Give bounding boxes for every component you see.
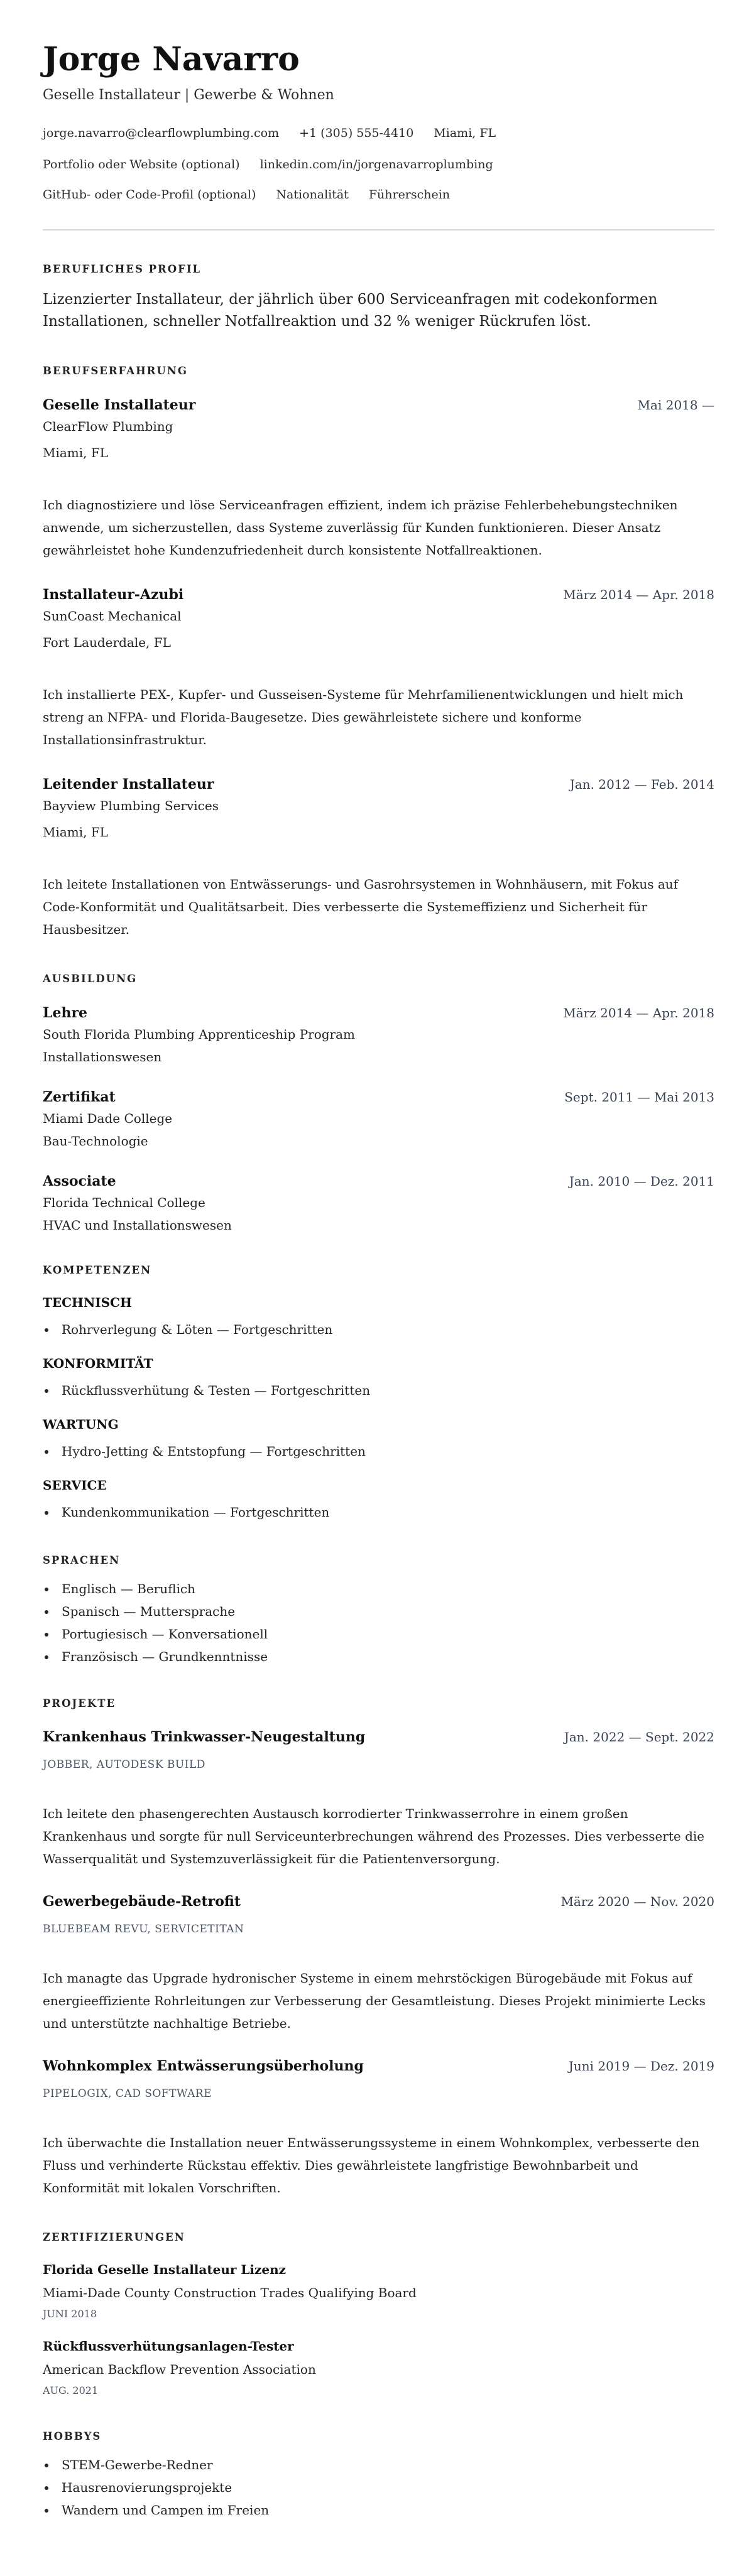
- job-description: Ich installierte PEX-, Kupfer- und Gusseisen-Systeme für Mehrfamilienentwicklungen und hielt mich streng an NFPA- und Florida-Baugesetze. Dies gewährleistete sichere und konforme Installationsinfrastruktur.: [43, 687, 684, 747]
- job-title: Installateur-Azubi: [43, 587, 184, 603]
- section-heading: SPRACHEN: [43, 1554, 121, 1566]
- job-title: Leitender Installateur: [43, 776, 214, 793]
- header-divider: [43, 229, 714, 230]
- section-heading: PROJEKTE: [43, 1697, 116, 1709]
- profile-section: [43, 262, 714, 333]
- drivers-license: Führerschein: [368, 188, 451, 202]
- project-description: Ich überwachte die Installation neuer Entwässerungssysteme in einem Wohnkomplex, verbesserte den Fluss und verhinderte Rückstau effektiv. Dies gewährleistete langfristige Bewohnbarbeit und Konformität mit lokalen Vorschriften.: [43, 2135, 700, 2195]
- project-description: Ich managte das Upgrade hydronischer Systeme in einem mehrstöckigen Bürogebäude mit Fokus auf energieeffiziente Rohrleitungen zur Verbesserung der Gesamtleistung. Dieses Projekt minimierte Lecks und unterstützte nachhaltige Betriebe.: [43, 1971, 706, 2031]
- skill-group-heading: SERVICE: [43, 1478, 107, 1493]
- project-tech: BLUEBEAM REVU, SERVICETITAN: [43, 1923, 244, 1935]
- education-entry: [43, 1088, 714, 1150]
- skill-list: [43, 1380, 714, 1400]
- education-date: Sept. 2011 — Mai 2013: [564, 1090, 714, 1105]
- skill-item: Rohrverlegung & Löten — Fortgeschritten: [43, 1319, 714, 1339]
- field-of-study: HVAC und Installationswesen: [43, 1218, 232, 1233]
- skill-item: Hydro-Jetting & Entstopfung — Fortgeschritten: [43, 1441, 714, 1461]
- skill-item: Kundenkommunikation — Fortgeschritten: [43, 1502, 714, 1522]
- languages-section: [43, 1553, 714, 1668]
- portfolio-link[interactable]: Portfolio oder Website (optional): [43, 158, 240, 171]
- section-heading: BERUFLICHES PROFIL: [43, 263, 202, 275]
- job-description: Ich diagnostiziere und löse Serviceanfragen effizient, indem ich präzise Fehlerbehebungstechniken anwende, um sicherzustellen, dass Systeme zuverlässig für Kunden funktionieren. Dieser Ansatz gewährleistet hohe Kundenzufriedenheit durch konsistente Notfallreaktionen.: [43, 497, 678, 558]
- skill-group-heading: TECHNISCH: [43, 1295, 132, 1310]
- job-entry: [43, 396, 714, 561]
- profile-summary: Lizenzierter Installateur, der jährlich über 600 Serviceanfragen mit codekonformen Installationen, schneller Notfallreaktion und 32 % weniger Rückrufen löst.: [43, 291, 658, 330]
- section-heading: KOMPETENZEN: [43, 1264, 152, 1276]
- education-date: Jan. 2010 — Dez. 2011: [569, 1174, 714, 1189]
- skill-group-heading: KONFORMITÄT: [43, 1356, 153, 1371]
- project-title: Gewerbegebäude-Retrofit: [43, 1893, 241, 1910]
- degree: Associate: [43, 1173, 116, 1189]
- project-entry: [43, 1728, 714, 1870]
- project-title: Krankenhaus Trinkwasser-Neugestaltung: [43, 1729, 366, 1745]
- skills-section: [43, 1263, 714, 1522]
- project-entry: [43, 1892, 714, 2035]
- job-location: Miami, FL: [43, 445, 109, 460]
- language-item: Französisch — Grundkenntnisse: [43, 1645, 714, 1668]
- github-link[interactable]: GitHub- oder Code-Profil (optional): [43, 188, 256, 202]
- language-item: Portugiesisch — Konversationell: [43, 1623, 714, 1645]
- education-entry: [43, 1004, 714, 1066]
- skill-list: [43, 1319, 714, 1339]
- certification-issuer: American Backflow Prevention Association: [43, 2362, 316, 2377]
- hobby-item: Wandern und Campen im Freien: [43, 2499, 714, 2521]
- certification-entry: [43, 2337, 714, 2398]
- education-date: März 2014 — Apr. 2018: [563, 1005, 714, 1020]
- language-list: [43, 1578, 714, 1668]
- project-date: Juni 2019 — Dez. 2019: [568, 2059, 714, 2074]
- section-heading: BERUFSERFAHRUNG: [43, 365, 188, 377]
- candidate-name: Jorge Navarro: [43, 40, 300, 78]
- links-row: [43, 155, 714, 174]
- project-entry: [43, 2057, 714, 2199]
- hobby-item: STEM-Gewerbe-Redner: [43, 2454, 714, 2476]
- project-title: Wohnkomplex Entwässerungsüberholung: [43, 2058, 364, 2074]
- job-company: ClearFlow Plumbing: [43, 419, 173, 434]
- job-location: Miami, FL: [43, 825, 109, 840]
- skill-item: Rückflussverhütung & Testen — Fortgeschritten: [43, 1380, 714, 1400]
- field-of-study: Installationswesen: [43, 1049, 162, 1064]
- school: Miami Dade College: [43, 1111, 173, 1126]
- resume-header: [43, 41, 714, 204]
- skill-list: [43, 1502, 714, 1522]
- job-title: Geselle Installateur: [43, 397, 196, 413]
- school: Florida Technical College: [43, 1195, 205, 1210]
- job-date: März 2014 — Apr. 2018: [563, 587, 714, 602]
- extra-info-row: [43, 185, 714, 204]
- skill-list: [43, 1441, 714, 1461]
- job-company: Bayview Plumbing Services: [43, 798, 219, 813]
- project-tech: PIPELOGIX, CAD SOFTWARE: [43, 2087, 212, 2100]
- section-heading: AUSBILDUNG: [43, 973, 138, 985]
- hobby-list: [43, 2454, 714, 2521]
- contact-row: [43, 124, 714, 143]
- nationality: Nationalität: [276, 188, 349, 202]
- project-description: Ich leitete den phasengerechten Austausch korrodierter Trinkwasserrohre in einem großen Krankenhaus und sorgte für null Serviceunterbrechungen während des Prozesses. Dies verbesserte die Wasserqualität und Systemzuverlässigkeit für die Patientenversorgung.: [43, 1806, 705, 1866]
- degree: Lehre: [43, 1005, 88, 1021]
- email-link[interactable]: jorge.navarro@clearflowplumbing.com: [43, 126, 280, 140]
- section-heading: ZERTIFIZIERUNGEN: [43, 2231, 185, 2243]
- job-entry: [43, 775, 714, 941]
- field-of-study: Bau-Technologie: [43, 1134, 148, 1149]
- certification-issuer: Miami-Dade County Construction Trades Qualifying Board: [43, 2285, 417, 2300]
- certification-title: Rückflussverhütungsanlagen-Tester: [43, 2339, 294, 2354]
- job-location: Fort Lauderdale, FL: [43, 635, 171, 650]
- job-entry: [43, 585, 714, 751]
- project-date: März 2020 — Nov. 2020: [560, 1894, 714, 1909]
- certification-date: AUG. 2021: [43, 2384, 99, 2396]
- linkedin-link[interactable]: linkedin.com/in/jorgenavarroplumbing: [260, 158, 493, 171]
- certification-title: Florida Geselle Installateur Lizenz: [43, 2262, 287, 2277]
- project-date: Jan. 2022 — Sept. 2022: [564, 1729, 714, 1745]
- job-date: Jan. 2012 — Feb. 2014: [569, 777, 714, 792]
- experience-section: [43, 364, 714, 941]
- degree: Zertifikat: [43, 1089, 116, 1105]
- certification-entry: [43, 2261, 714, 2322]
- project-tech: JOBBER, AUTODESK BUILD: [43, 1758, 205, 1771]
- candidate-headline: Geselle Installateur | Gewerbe & Wohnen: [43, 87, 334, 103]
- skill-group-heading: WARTUNG: [43, 1417, 119, 1432]
- hobby-item: Hausrenovierungsprojekte: [43, 2476, 714, 2499]
- education-entry: [43, 1172, 714, 1235]
- hobbies-section: [43, 2429, 714, 2521]
- section-heading: HOBBYS: [43, 2430, 102, 2442]
- education-section: [43, 971, 714, 1235]
- certifications-section: [43, 2230, 714, 2398]
- phone-number: +1 (305) 555-4410: [299, 126, 414, 140]
- language-item: Spanisch — Muttersprache: [43, 1600, 714, 1623]
- location: Miami, FL: [434, 126, 496, 140]
- language-item: Englisch — Beruflich: [43, 1578, 714, 1600]
- school: South Florida Plumbing Apprenticeship Program: [43, 1027, 356, 1042]
- projects-section: [43, 1696, 714, 2199]
- job-company: SunCoast Mechanical: [43, 609, 182, 624]
- certification-date: JUNI 2018: [43, 2308, 97, 2320]
- job-date: Mai 2018 —: [637, 398, 714, 413]
- job-description: Ich leitete Installationen von Entwässerungs- und Gasrohrsystemen in Wohnhäusern, mit Fokus auf Code-Konformität und Qualitätsarbeit. Dies verbesserte die Systemeffizienz und Sicherheit für Hausbesitzer.: [43, 877, 679, 937]
